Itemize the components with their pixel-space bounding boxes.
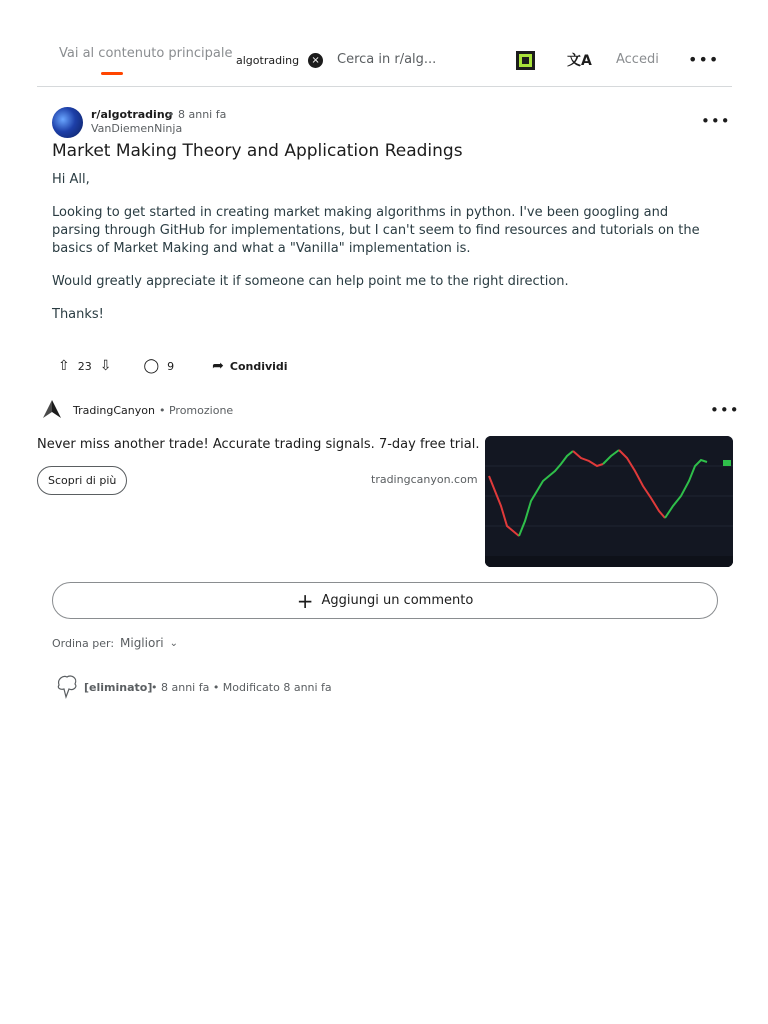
post-author-link[interactable]: VanDiemenNinja <box>91 122 183 135</box>
add-comment-label: Aggiungi un commento <box>321 593 474 608</box>
ad-more-icon[interactable]: ••• <box>710 401 740 419</box>
vote-count: 23 <box>77 359 92 373</box>
chevron-down-icon: ⌄ <box>169 637 178 649</box>
learn-more-button[interactable]: Scopri di più <box>37 466 127 495</box>
focus-underline <box>101 72 123 75</box>
share-label: Condividi <box>229 359 288 373</box>
deleted-user-avatar-icon <box>54 673 80 701</box>
ad-brand-link[interactable]: TradingCanyon <box>73 404 155 417</box>
translate-icon[interactable]: 文A <box>567 53 592 69</box>
post-title: Market Making Theory and Application Readings <box>52 141 463 161</box>
post-paragraph: Thanks! <box>52 307 104 322</box>
comment-bubble-icon: ◯ <box>143 358 160 374</box>
downvote-icon[interactable]: ⇩ <box>99 358 112 374</box>
top-nav-bar <box>37 36 732 87</box>
ad-domain-link[interactable]: tradingcanyon.com <box>371 473 478 486</box>
post-actions-bar <box>58 358 288 374</box>
add-comment-button[interactable] <box>52 582 718 619</box>
post-age: • 8 anni fa <box>168 108 227 121</box>
search-input[interactable]: Cerca in r/alg... <box>337 52 437 67</box>
qr-code-icon[interactable] <box>516 51 535 70</box>
subreddit-chip-label: algotrading <box>236 54 300 67</box>
subreddit-avatar[interactable] <box>52 107 83 138</box>
post-paragraph: Would greatly appreciate it if someone can help point me to the right direction. <box>52 274 569 289</box>
comments-button[interactable] <box>143 358 174 374</box>
upvote-icon[interactable]: ⇧ <box>58 358 70 374</box>
post-more-icon[interactable]: ••• <box>701 112 731 130</box>
post-paragraph: Looking to get started in creating market making algorithms in python. I've been googling and parsing through GitHub for implementations, but I can't seem to find resources and tutorials on the basics of Market Making and what a "Vanilla" implementation is. <box>52 205 700 256</box>
skip-to-content-link[interactable]: Vai al contenuto principale <box>59 46 233 61</box>
sort-value: Migliori <box>120 636 164 650</box>
login-button[interactable]: Accedi <box>616 52 659 67</box>
ad-text[interactable]: Never miss another trade! Accurate trading signals. 7-day free trial. <box>37 437 480 452</box>
sort-dropdown[interactable] <box>120 636 178 650</box>
tradingcanyon-logo-icon[interactable] <box>42 399 62 419</box>
subreddit-name-link[interactable]: r/algotrading <box>91 108 173 121</box>
more-options-icon[interactable]: ••• <box>688 50 720 69</box>
promoted-label: • Promozione <box>159 404 234 417</box>
subreddit-search-chip[interactable] <box>236 53 323 68</box>
share-button[interactable] <box>212 358 287 374</box>
post-body <box>52 171 717 339</box>
share-arrow-icon: ➦ <box>212 358 224 374</box>
trading-chart-graphic <box>485 436 733 567</box>
sort-label: Ordina per: <box>52 637 115 650</box>
ad-chart-image[interactable] <box>485 436 733 567</box>
post-paragraph: Hi All, <box>52 172 90 187</box>
clear-chip-icon[interactable]: × <box>308 53 323 68</box>
comment-meta: • 8 anni fa • Modificato 8 anni fa <box>151 681 332 694</box>
comment-count: 9 <box>167 359 175 373</box>
comment-author[interactable]: [eliminato] <box>84 681 153 694</box>
plus-icon: + <box>296 588 314 613</box>
